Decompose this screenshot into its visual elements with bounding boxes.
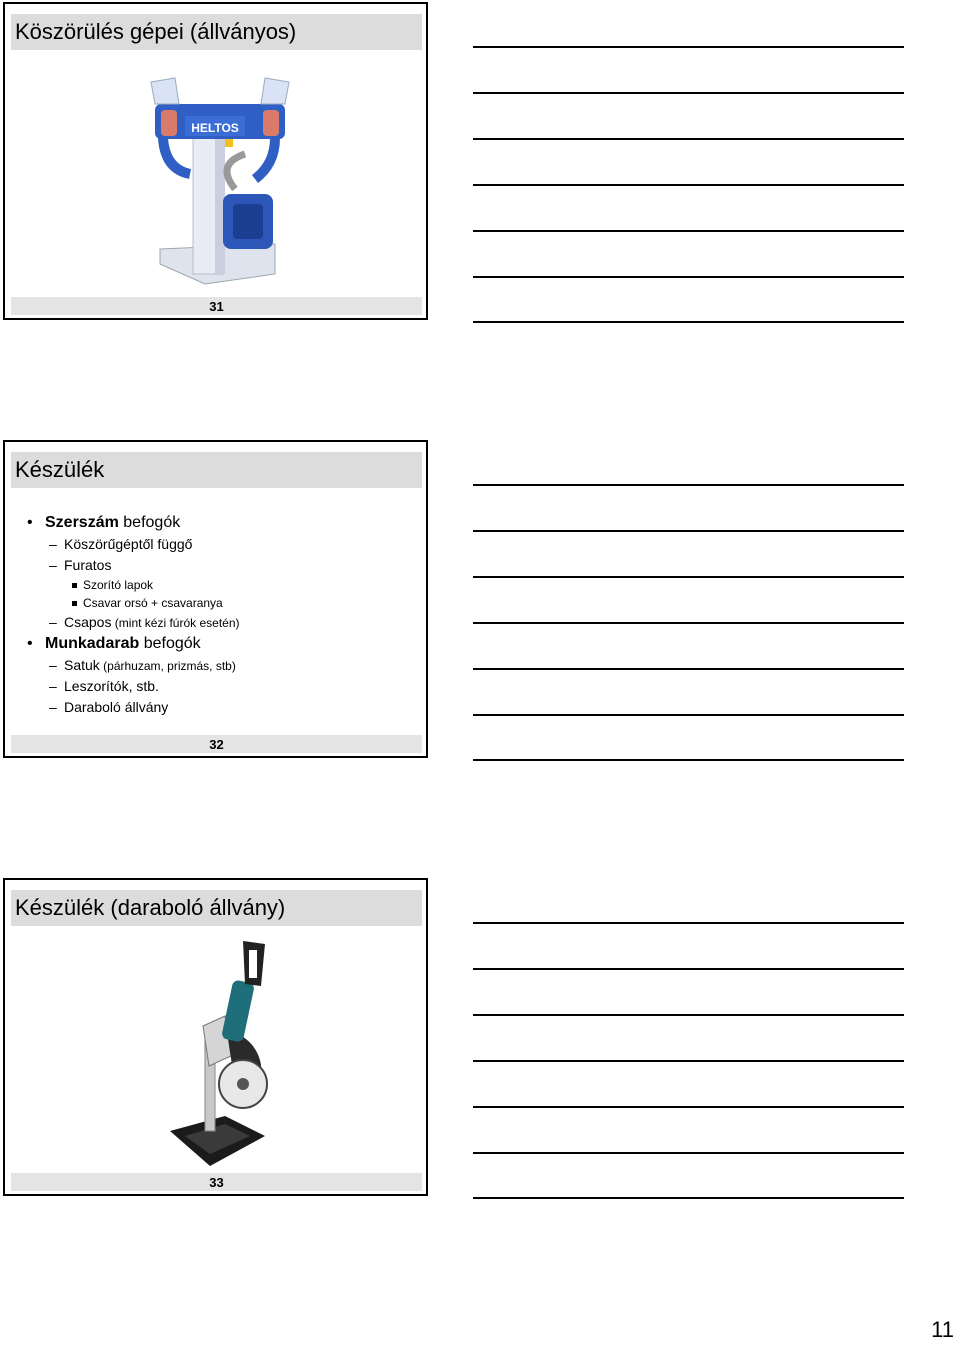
- note-line: [473, 922, 904, 924]
- note-line: [473, 1014, 904, 1016]
- sub-sub-bullet-item: Szorító lapok: [27, 576, 240, 594]
- bullet-item: • Szerszám befogók: [27, 512, 240, 534]
- slide-title: Készülék (daraboló állvány): [11, 890, 422, 926]
- note-line: [473, 92, 904, 94]
- slide-31: [3, 2, 428, 320]
- note-line: [473, 530, 904, 532]
- note-line: [473, 1197, 904, 1199]
- note-line: [473, 321, 904, 323]
- slide-32: [3, 440, 428, 758]
- sub-bullet-item: – Köszörűgéptől függő: [27, 534, 240, 555]
- note-line: [473, 1060, 904, 1062]
- slide-title: Készülék: [11, 452, 422, 488]
- note-line: [473, 230, 904, 232]
- slide-number: 31: [11, 297, 422, 315]
- note-line: [473, 714, 904, 716]
- slide-33: [3, 878, 428, 1196]
- sub-bullet-item: – Leszorítók, stb.: [27, 676, 240, 697]
- note-line: [473, 1106, 904, 1108]
- note-line: [473, 1152, 904, 1154]
- sub-bullet-item: – Daraboló állvány: [27, 697, 240, 718]
- slide-number: 33: [11, 1173, 422, 1191]
- note-line: [473, 46, 904, 48]
- note-line: [473, 622, 904, 624]
- cutting-stand-image: [165, 936, 275, 1171]
- note-line: [473, 276, 904, 278]
- note-line: [473, 668, 904, 670]
- sub-bullet-item: – Csapos (mint kézi fúrók esetén): [27, 612, 240, 633]
- note-line: [473, 138, 904, 140]
- note-line: [473, 576, 904, 578]
- slide-number: 32: [11, 735, 422, 753]
- sub-bullet-item: – Furatos: [27, 555, 240, 576]
- note-line: [473, 968, 904, 970]
- note-line: [473, 484, 904, 486]
- grinder-brand-label: HELTOS: [191, 121, 239, 135]
- slide-title: Köszörülés gépei (állványos): [11, 14, 422, 50]
- sub-sub-bullet-item: Csavar orsó + csavaranya: [27, 594, 240, 612]
- bullet-list: [27, 512, 240, 718]
- note-line: [473, 184, 904, 186]
- note-line: [473, 759, 904, 761]
- bench-grinder-image: [145, 74, 295, 289]
- page-number: 11: [931, 1317, 954, 1342]
- bullet-item: • Munkadarab befogók: [27, 633, 240, 655]
- sub-bullet-item: – Satuk (párhuzam, prizmás, stb): [27, 655, 240, 676]
